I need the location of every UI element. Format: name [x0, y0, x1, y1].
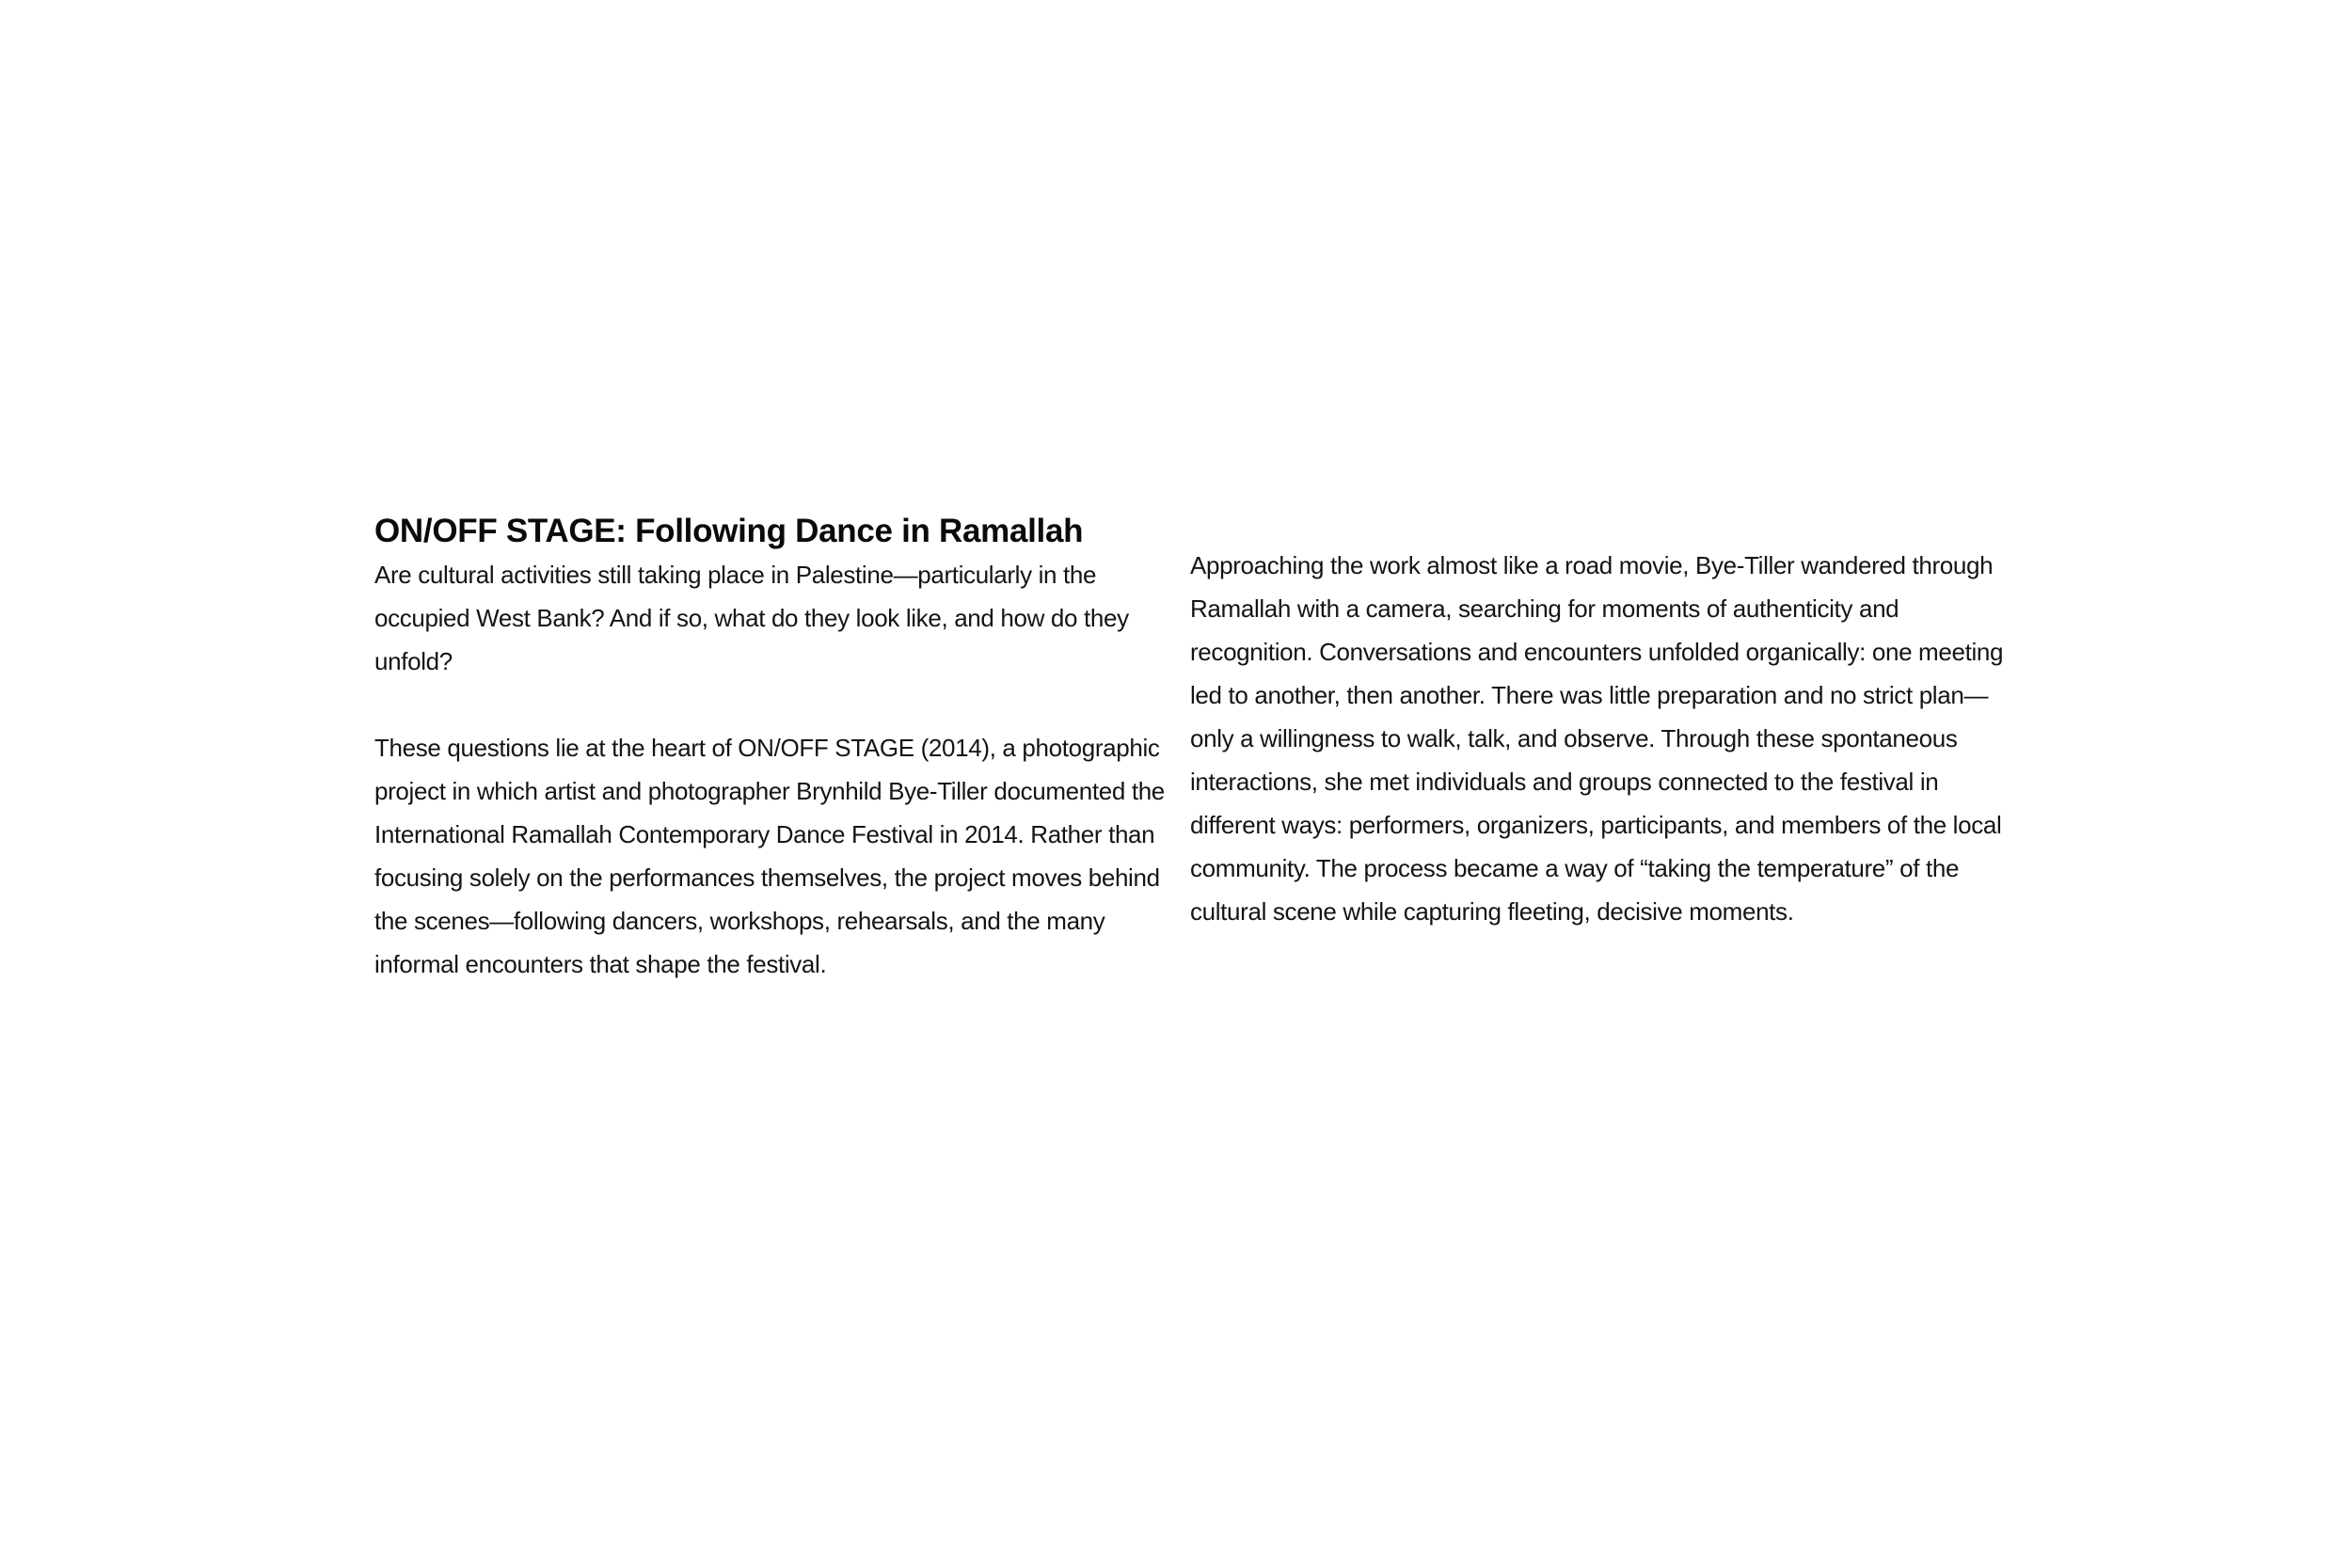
- left-column: [374, 510, 1174, 986]
- right-column: [1190, 544, 2009, 933]
- process-paragraph: Approaching the work almost like a road movie, Bye-Tiller wandered through Ramallah with a camera, searching for moments of authenticity and recognition. Conversations and encounters unfolded organically: one meeting led to another, then another. There was little preparation and no strict plan—only a willingness to walk, talk, and observe. Through these spontaneous interactions, she met individuals and groups connected to the festival in different ways: performers, organizers, participants, and members of the local community. The process became a way of “taking the temperature” of the cultural scene while capturing fleeting, decisive moments.: [1190, 551, 2004, 926]
- project-paragraph: These questions lie at the heart of ON/OFF STAGE (2014), a photographic project in which artist and photographer Brynhild Bye-Tiller documented the International Ramallah Contemporary Dance Festival in 2014. Rather than focusing solely on the performances themselves, the project moves behind the scenes—following dancers, workshops, rehearsals, and the many informal encounters that shape the festival.: [374, 734, 1165, 978]
- article-title: ON/OFF STAGE: Following Dance in Ramallah: [374, 513, 1084, 549]
- intro-paragraph: Are cultural activities still taking place in Palestine—particularly in the occupied West Bank? And if so, what do they look like, and how do they unfold?: [374, 561, 1129, 675]
